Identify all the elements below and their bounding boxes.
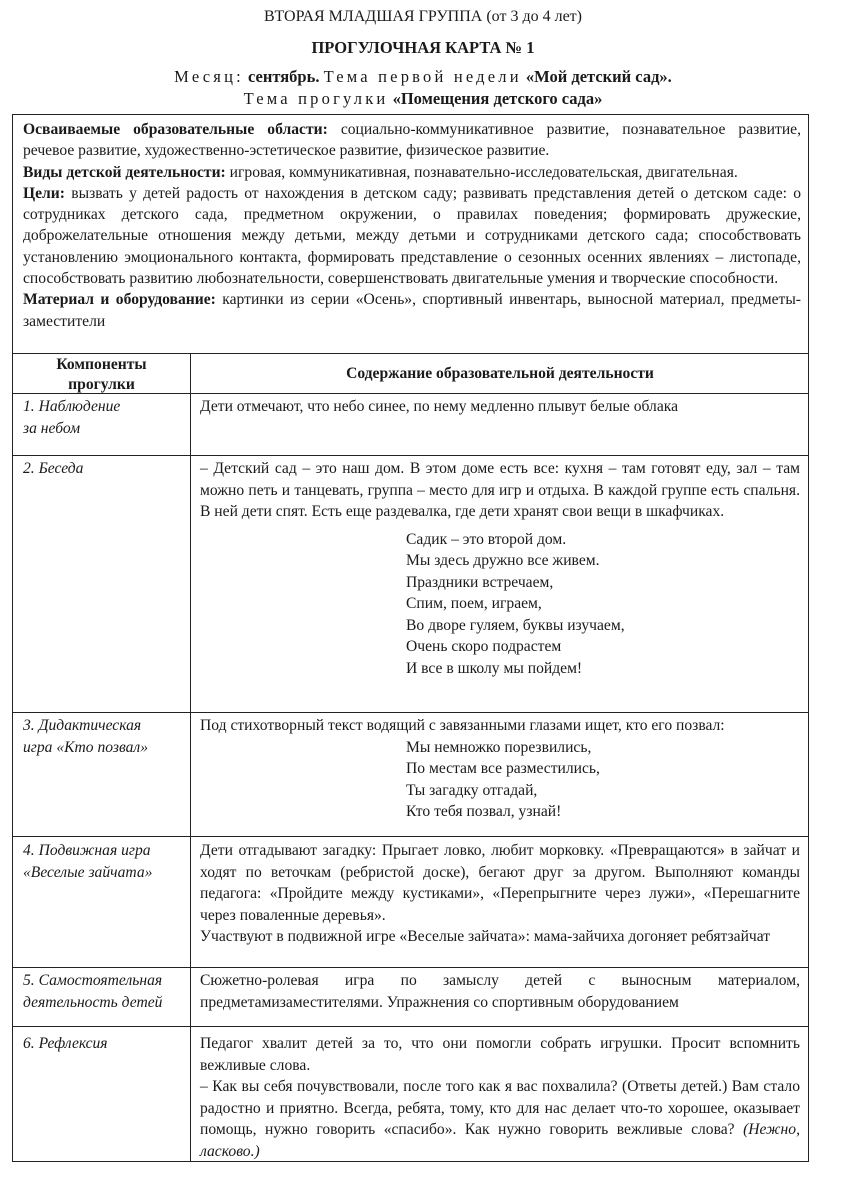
row-content	[200, 715, 800, 823]
group-heading: ВТОРАЯ МЛАДШАЯ ГРУППА (от 3 до 4 лет)	[264, 8, 582, 25]
row-component	[23, 970, 183, 1013]
poem-line: Праздники встречаем,	[406, 573, 554, 591]
intro-block	[23, 119, 801, 332]
materials-paragraph	[23, 289, 801, 332]
row-component	[23, 1033, 183, 1055]
row-component	[23, 396, 183, 439]
row-divider	[13, 836, 808, 837]
poem-line: И все в школу мы пойдем!	[406, 659, 583, 677]
content-text: – Детский сад – это наш дом. В этом доме есть все: кухня – там готовят еду, зал – там можно петь и танцевать, группа – место для игр и отдыха. В каждой группе есть спальня. В ней дети спят. Есть еще раздевалка, где дети хранят свои вещи в шкафчиках.	[200, 460, 800, 520]
poem-line: Очень скоро подрастем	[406, 638, 562, 655]
column-header-content: Содержание образовательной деятельности	[346, 365, 654, 382]
poem	[406, 529, 800, 680]
poem-line: Мы здесь дружно все живем.	[406, 552, 600, 569]
poem	[406, 737, 800, 823]
week-theme-value: «Мой детский сад».	[525, 67, 672, 86]
row-content	[200, 458, 800, 679]
row-divider	[13, 712, 808, 713]
walk-theme-label: Тема прогулки	[243, 89, 389, 108]
areas-label: Осваиваемые образовательные области:	[23, 121, 328, 138]
row-component	[23, 840, 183, 883]
poem-line: По местам все разместились,	[406, 760, 600, 777]
content-text: Под стихотворный текст водящий с завязанными глазами ищет, кто его позвал:	[200, 717, 725, 734]
goals-label: Цели:	[23, 184, 65, 202]
content-text: Дети отмечают, что небо синее, по нему медленно плывут белые облака	[200, 398, 679, 415]
poem-line: Садик – это второй дом.	[406, 530, 567, 548]
column-header-components	[13, 355, 190, 395]
goals-text: вызвать у детей радость от нахождения в детском саду; развивать представления детей о детском саде: о сотрудниках детского сада, предметном окружении, о правилах поведения; формировать дружеские, доброжелательные отношения между детьми, между детьми и сотрудниками детского сада; способствовать установлению эмоционального контакта, формировать представление о сезонных осенних явлениях – листопаде, способствовать развитию любознательности, совершенствовать двигательные умения и творческие способности.	[23, 184, 801, 288]
walk-theme-value: «Помещения детского сада»	[392, 89, 603, 108]
content-text: Участвуют в подвижной игре «Веселые зайчата»: мама-зайчиха догоняет ребятзайчат	[200, 928, 771, 945]
poem-line: Кто тебя позвал, узнай!	[406, 803, 562, 820]
week-theme-label: Тема первой недели	[323, 67, 522, 86]
activities-label: Виды детской деятельности:	[23, 163, 226, 181]
component-line: 6. Рефлексия	[23, 1035, 108, 1052]
areas-text: социально-коммуникативное развитие, познавательное развитие, речевое развитие, художественно-эстетическое развитие, физическое развитие.	[23, 121, 801, 160]
areas-paragraph	[23, 119, 801, 162]
activities-paragraph	[23, 162, 801, 183]
materials-label: Материал и оборудование:	[23, 291, 216, 309]
content-text: Педагог хвалит детей за то, что они помогли собрать игрушки. Просит вспомнить вежливые слова.	[200, 1035, 800, 1074]
component-line: деятельность детей	[23, 993, 163, 1011]
component-line: «Веселые зайчата»	[23, 863, 153, 881]
materials-text: картинки из серии «Осень», спортивный инвентарь, выносной материал, предметы-заместители	[23, 291, 802, 330]
column-divider	[190, 353, 191, 1161]
poem-line: Спим, поем, играем,	[406, 595, 542, 612]
walk-theme	[0, 88, 846, 110]
component-line: игра «Кто позвал»	[23, 738, 149, 756]
component-line: 3. Дидактическая	[23, 717, 142, 734]
content-text: Дети отгадывают загадку: Прыгает ловко, любит морковку. «Превращаются» в зайчат и ходят по веточкам (ребристой доске), бегают друг за другом. Выполняют команды педагога: «Пройдите между кустиками», «Перепрыгните через лужи», «Перешагните через поваленные деревья».	[200, 842, 800, 924]
column-header-line: прогулки	[68, 376, 135, 393]
component-line: за небом	[23, 419, 81, 437]
row-divider	[13, 455, 808, 456]
component-line: 2. Беседа	[23, 460, 84, 477]
content-text: Сюжетно-ролевая игра по замыслу детей с выносным материалом, предметамизаместителями. Упражнения со спортивным оборудованием	[200, 972, 800, 1011]
row-component	[23, 458, 183, 480]
row-divider	[13, 1026, 808, 1027]
row-content	[200, 840, 800, 948]
row-content	[200, 1033, 800, 1162]
content-text	[200, 1076, 800, 1162]
activities-text: игровая, коммуникативная, познавательно-исследовательская, двигательная.	[229, 163, 738, 181]
walk-card-table	[12, 114, 809, 1162]
component-line: 5. Самостоятельная	[23, 972, 163, 989]
poem-line: Мы немножко порезвились,	[406, 738, 592, 756]
row-divider	[13, 353, 808, 354]
month-value: сентябрь.	[248, 67, 320, 86]
content-text-italic: (Нежно, ласково.)	[200, 1121, 800, 1160]
month-label: Месяц:	[174, 67, 244, 86]
goals-paragraph	[23, 183, 801, 289]
row-content	[200, 396, 800, 418]
column-header-line: Компоненты	[56, 356, 147, 373]
row-component	[23, 715, 183, 758]
poem-line: Во дворе гуляем, буквы изучаем,	[406, 616, 625, 634]
card-title: ПРОГУЛОЧНАЯ КАРТА № 1	[311, 38, 535, 57]
content-text-part: – Как вы себя почувствовали, после того как я вас похвалила? (Ответы детей.) Вам стало радостно и приятно. Всегда, ребята, тому, кто для нас делает что-то хорошее, оказывает помощь, нужно говорить «спасибо». Как нужно говорить вежливые слова?	[200, 1078, 800, 1138]
poem-line: Ты загадку отгадай,	[406, 781, 538, 799]
row-divider	[13, 967, 808, 968]
month-and-week-theme	[0, 66, 846, 88]
component-line: 1. Наблюдение	[23, 398, 121, 415]
component-line: 4. Подвижная игра	[23, 842, 151, 859]
row-content	[200, 970, 800, 1013]
